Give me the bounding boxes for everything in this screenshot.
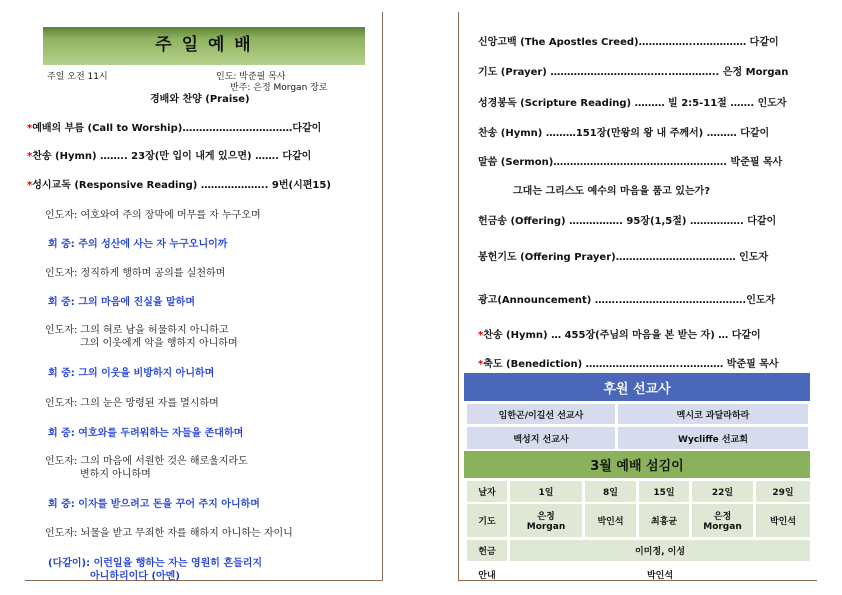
reading-line: 회 중: 그의 이웃을 비방하지 아니하며 [48, 368, 215, 379]
schedule-col-header: 22일 [692, 481, 753, 502]
accompanist-info: 반주: 은정 Morgan 장로 [230, 83, 328, 93]
announcement: 광고(Announcement) ……..……………………………….인도자 [478, 295, 776, 306]
schedule-cell: 최흥균 [639, 504, 689, 537]
schedule-col-header: 8일 [585, 481, 636, 502]
schedule-cell: 은정 Morgan [510, 504, 582, 537]
apostles-creed: 신앙고백 (The Apostles Creed)……………..…………… 다같이 [478, 37, 779, 48]
reading-line: 회 중: 주의 성산에 사는 자 누구오니이까 [48, 239, 228, 250]
hymn-1: *찬송 (Hymn) …….. 23장(만 입이 내게 있으면) ……. 다같이 [27, 151, 312, 162]
reading-line: 인도자: 뇌물을 받고 무죄한 자를 해하지 아니하는 자이니 [45, 528, 293, 539]
reading-line: 회 중: 여호와를 두려워하는 자들을 존대하며 [48, 428, 244, 439]
schedule-col-header: 15일 [639, 481, 689, 502]
prayer-line: 기도 (Prayer) ………………………….…..………….. 은정 Morgan [478, 67, 789, 78]
page-title: 주 일 예 배 [155, 35, 253, 55]
hymn-3: *찬송 (Hymn) … 455장(주님의 마음을 본 받는 자) … 다같이 [478, 330, 761, 341]
schedule-cell: 은정 Morgan [692, 504, 753, 537]
reading-line: (다같이): 이런일을 행하는 자는 영원히 흔들리지 [48, 558, 263, 569]
mission-cell: Wycliffe 선교회 [618, 427, 808, 449]
schedule-row-label: 헌금 [467, 540, 507, 561]
responsive-reading: *성시교독 (Responsive Reading) ……………….. 9번(시편15) [27, 180, 331, 191]
hymn-2: 찬송 (Hymn) ………151장(만왕의 왕 내 주께서) ……… 다같이 [478, 128, 770, 139]
offering-song: 헌금송 (Offering) ……………. 95장(1,5절) ……………. 다같이 [478, 216, 777, 227]
schedule-col-header: 29일 [756, 481, 810, 502]
sermon-title: 그대는 그리스도 예수의 마음을 품고 있는가? [513, 186, 711, 197]
reading-line: 변하지 아니하며 [80, 469, 151, 480]
reading-line: 인도자: 정직하게 행하며 공의를 실천하며 [45, 268, 226, 279]
reading-line: 인도자: 그의 혀로 남을 허물하지 아니하고 [45, 325, 229, 336]
sermon-line: 말씀 (Sermon)……………………………………………. 박준필 목사 [478, 157, 783, 168]
mission-cell: 임한곤/이길선 선교사 [467, 404, 615, 424]
praise-heading: 경배와 찬양 (Praise) [150, 94, 250, 105]
missions-header: 후원 선교사 [464, 373, 810, 401]
call-to-worship: *예배의 부름 (Call to Worship)……………………………다같이 [27, 123, 322, 134]
reading-line: 회 중: 그의 마음에 진실을 말하며 [48, 297, 195, 308]
reading-line: 인도자: 여호와여 주의 장막에 머무를 자 누구오며 [45, 210, 261, 221]
schedule-col-header: 날자 [467, 481, 507, 502]
schedule-cell: 이미정, 이성 [510, 540, 810, 561]
offering-prayer: 봉헌기도 (Offering Prayer)……………………………… 인도자 [478, 252, 769, 263]
mission-cell: 백성지 선교사 [467, 427, 615, 449]
reading-line: 인도자: 그의 마음에 서원한 것은 해로울지라도 [45, 456, 248, 467]
schedule-row-label: 기도 [467, 504, 507, 537]
schedule-cell: 박인석 [585, 504, 636, 537]
schedule-row-label: 안내 [478, 570, 496, 581]
reading-line: 인도자: 그의 눈은 망령된 자를 멸시하며 [45, 398, 219, 409]
schedule-header: 3월 예배 섬김이 [464, 451, 810, 478]
scripture-reading: 성경봉독 (Scripture Reading) ……… 빌 2:5-11절 ……. 인도자 [478, 98, 787, 109]
schedule-cell: 박인석 [756, 504, 810, 537]
reading-line: 그의 이웃에게 악을 행하지 아니하며 [80, 338, 238, 349]
leader-info: 인도: 박준필 목사 [216, 72, 286, 82]
mission-cell: 멕시코 과달라하라 [618, 404, 808, 424]
reading-line: 아니하리이다 (아멘) [90, 571, 180, 582]
schedule-col-header: 1일 [510, 481, 582, 502]
service-time: 주일 오전 11시 [47, 72, 108, 82]
schedule-cell: 박인석 [646, 570, 674, 581]
reading-line: 회 중: 이자를 받으려고 돈을 꾸어 주지 아니하며 [48, 499, 260, 510]
benediction: *축도 (Benediction) ………………………..………… 박준필 목사 [478, 359, 779, 370]
